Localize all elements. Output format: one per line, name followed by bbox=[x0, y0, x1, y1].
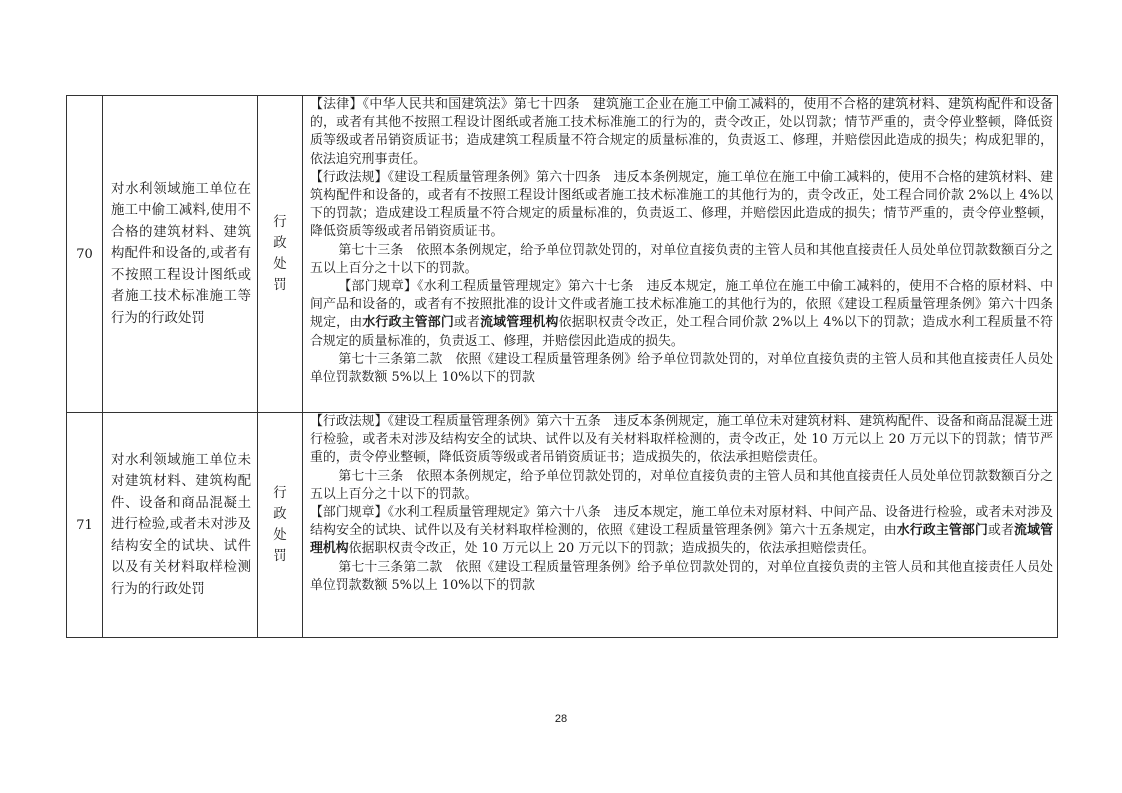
row-number: 70 bbox=[67, 96, 103, 413]
basis-paragraph: 【行政法规】《建设工程质量管理条例》第六十五条 违反本条例规定，施工单位未对建筑材料、建筑构配件、设备和商品混凝土进行检验，或者未对涉及结构安全的试块、试件以及有关材料取样检测的，责令改正，处 10 万元以上 20 万元以下的罚款；情节严重的，责令停业整顿，降低资质等级或者吊销资质证书；造成损失的，依法承担赔偿责任。 bbox=[310, 414, 1053, 466]
penalty-table bbox=[66, 95, 1058, 638]
item-name: 对水利领域施工单位未对建筑材料、建筑构配件、设备和商品混凝土进行检验,或者未对涉及结构安全的试块、试件以及有关材料取样检测行为的行政处罚 bbox=[103, 413, 258, 638]
basis-paragraph: 【部门规章】《水利工程质量管理规定》第六十八条 违反本规定，施工单位未对原材料、中间产品、设备进行检验，或者未对涉及结构安全的试块、试件以及有关材料取样检测的，依照《建设工程质量管理条例》第六十五条规定，由水行政主管部门或者流域管理机构依据职权责令改正，处 10 万元以上 20 万元以下的罚款；造成损失的，依法承担赔偿责任。 bbox=[310, 505, 1054, 557]
basis-paragraph: 【部门规章】《水利工程质量管理规定》第六十七条 违反本规定，施工单位在施工中偷工减料的，使用不合格的原材料、中间产品和设备的，或者有不按照批准的设计文件或者施工技术标准施工的其他行为的，依照《建设工程质量管理条例》第六十四条规定，由水行政主管部门或者流域管理机构依据职权责令改正，处工程合同价款 2%以上 4%以下的罚款；造成水利工程质量不符合规定的质量标准的，负责返工、修理，并赔偿因此造成的损失。 bbox=[310, 279, 1054, 349]
legal-basis bbox=[303, 413, 1058, 638]
basis-paragraph: 第七十三条 依照本条例规定，给予单位罚款处罚的，对单位直接负责的主管人员和其他直接责任人员处单位罚款数额百分之五以上百分之十以下的罚款。 bbox=[310, 242, 1053, 276]
basis-paragraph: 【行政法规】《建设工程质量管理条例》第六十四条 违反本条例规定，施工单位在施工中偷工减料的，使用不合格的建筑材料、建筑构配件和设备的，或者有不按照工程设计图纸或者施工技术标准施工的其他行为的，责令改正，处工程合同价款 2%以上 4%以下的罚款；造成建设工程质量不符合规定的质量标准的，负责返工、修理，并赔偿因此造成的损失；情节严重的，责令停业整顿，降低资质等级或者吊销资质证书。 bbox=[310, 169, 1053, 240]
authority-name: 水行政主管部门 bbox=[896, 523, 988, 539]
penalty-type: 行 政 处 罚 bbox=[258, 413, 303, 638]
authority-name: 流域管理机构 bbox=[480, 315, 559, 331]
item-name: 对水利领域施工单位在施工中偷工减料,使用不合格的建筑材料、建筑构配件和设备的,或者有不按照工程设计图纸或者施工技术标准施工等行为的行政处罚 bbox=[103, 96, 258, 413]
row-number: 71 bbox=[67, 413, 103, 638]
basis-paragraph: 第七十三条第二款 依照《建设工程质量管理条例》给予单位罚款处罚的，对单位直接负责的主管人员和其他直接责任人员处单位罚款数额 5%以上 10%以下的罚款 bbox=[310, 351, 1053, 386]
table-row bbox=[67, 413, 1058, 638]
page-number: 28 bbox=[554, 713, 568, 725]
penalty-type: 行 政 处 罚 bbox=[258, 96, 303, 413]
table-row bbox=[67, 96, 1058, 413]
authority-name: 流域管理机构 bbox=[310, 523, 1054, 557]
basis-paragraph: 第七十三条第二款 依照《建设工程质量管理条例》给予单位罚款处罚的，对单位直接负责的主管人员和其他直接责任人员处单位罚款数额 5%以上 10%以下的罚款 bbox=[310, 559, 1053, 593]
basis-paragraph: 【法律】《中华人民共和国建筑法》第七十四条 建筑施工企业在施工中偷工减料的，使用不合格的建筑材料、建筑构配件和设备的，或者有其他不按照工程设计图纸或者施工技术标准施工的行为的，责令改正，处以罚款；情节严重的，责令停业整顿，降低资质等级或者吊销资质证书；造成建筑工程质量不符合规定的质量标准的，负责返工、修理，并赔偿因此造成的损失；构成犯罪的，依法追究刑事责任。 bbox=[310, 97, 1053, 167]
basis-paragraph: 第七十三条 依照本条例规定，给予单位罚款处罚的，对单位直接负责的主管人员和其他直接责任人员处单位罚款数额百分之五以上百分之十以下的罚款。 bbox=[310, 468, 1053, 502]
authority-name: 水行政主管部门 bbox=[362, 315, 454, 331]
legal-basis bbox=[303, 96, 1058, 413]
